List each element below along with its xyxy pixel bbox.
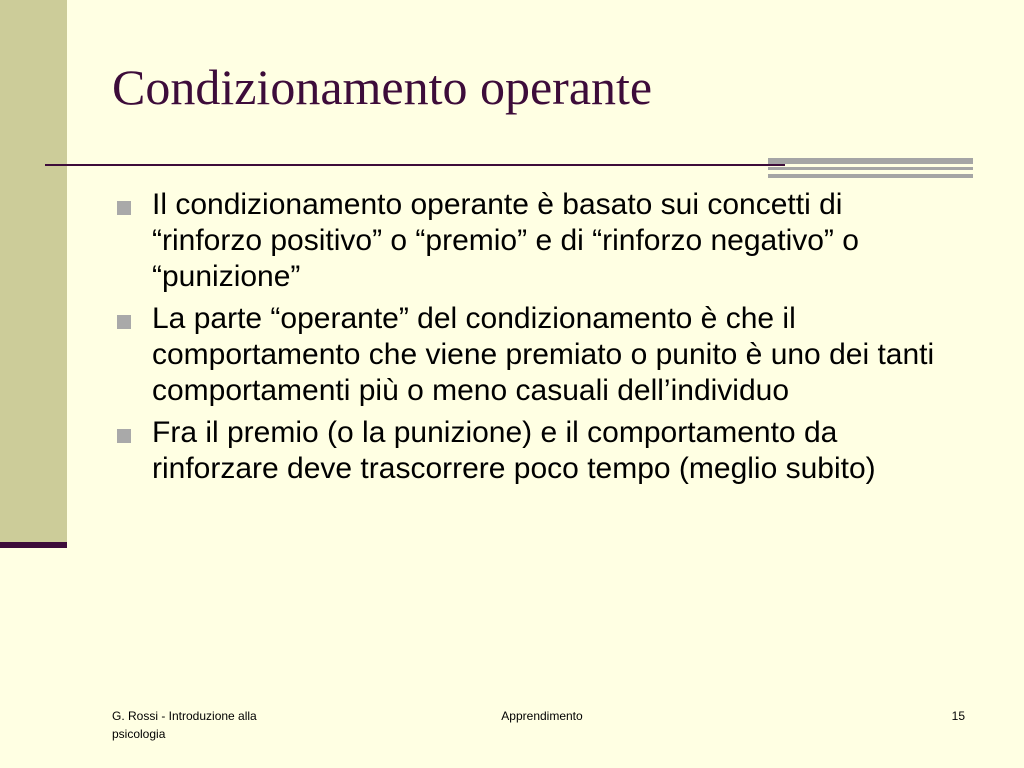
- title-underline: [45, 164, 785, 166]
- left-accent-line: [0, 542, 67, 548]
- page-number: 15: [951, 709, 965, 723]
- bullet-text: Il condizionamento operante è basato sui concetti di “rinforzo positivo” o “premio” e di “rinforzo negativo” o “punizione”: [152, 188, 859, 293]
- square-bullet-icon: [117, 429, 131, 443]
- bullet-item: [112, 301, 952, 409]
- decorative-bar: [768, 174, 973, 178]
- footer-topic: Apprendimento: [501, 709, 583, 723]
- slide-title: Condizionamento operante: [112, 59, 653, 115]
- bullet-item: [112, 415, 952, 487]
- left-decorative-band: [0, 0, 67, 545]
- bullet-text: Fra il premio (o la punizione) e il comportamento da rinforzare deve trascorrere poco tempo (meglio subito): [152, 416, 876, 485]
- decorative-bar: [768, 167, 973, 170]
- square-bullet-icon: [117, 315, 131, 329]
- square-bullet-icon: [117, 201, 131, 215]
- footer-author: G. Rossi - Introduzione alla psicologia: [112, 709, 257, 741]
- bullet-list: [112, 187, 952, 493]
- bullet-item: [112, 187, 952, 295]
- decorative-bar: [768, 158, 973, 164]
- bullet-text: La parte “operante” del condizionamento è che il comportamento che viene premiato o punito è uno dei tanti comportamenti più o meno casuali dell’individuo: [152, 302, 935, 407]
